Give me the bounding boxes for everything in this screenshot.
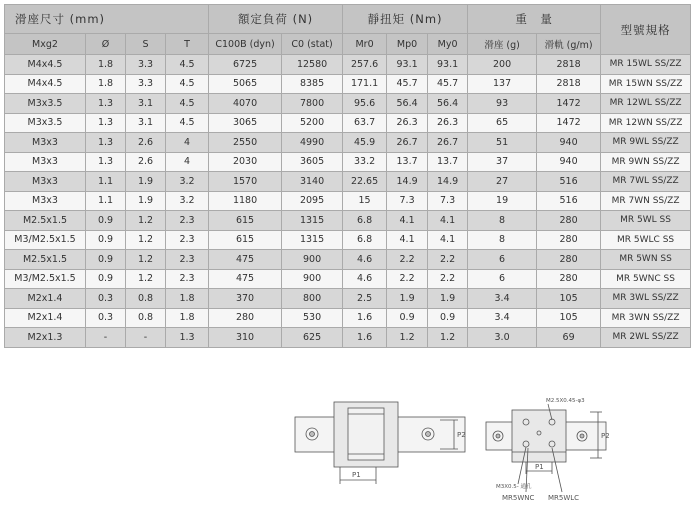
cell-static-load: 3140 bbox=[282, 172, 343, 192]
cell-hole-diameter: 1.3 bbox=[86, 133, 126, 153]
cell-model: MR 15WL SS/ZZ bbox=[601, 55, 691, 75]
cell-slider-weight: 51 bbox=[468, 133, 537, 153]
cell-dim-s: 3.1 bbox=[126, 113, 166, 133]
cell-dim-s: 1.2 bbox=[126, 211, 166, 231]
label-p2-left: P2 bbox=[457, 431, 466, 439]
spec-table bbox=[4, 4, 691, 348]
cell-dim-t: 4.5 bbox=[166, 113, 209, 133]
cell-static-load: 625 bbox=[282, 328, 343, 348]
cell-model: MR 12WN SS/ZZ bbox=[601, 113, 691, 133]
cell-dim-s: 1.9 bbox=[126, 191, 166, 211]
cell-moment-mp: 4.1 bbox=[387, 230, 428, 250]
cell-slider-weight: 19 bbox=[468, 191, 537, 211]
cell-dim-s: 3.1 bbox=[126, 94, 166, 114]
label-p1-left: P1 bbox=[352, 471, 361, 479]
table-row bbox=[5, 250, 691, 270]
cell-mounting-thread: M3x3 bbox=[5, 152, 86, 172]
cell-moment-my: 7.3 bbox=[428, 191, 468, 211]
cell-model: MR 9WL SS/ZZ bbox=[601, 133, 691, 153]
cell-dynamic-load: 6725 bbox=[209, 55, 282, 75]
cell-moment-mr: 4.6 bbox=[343, 250, 387, 270]
label-p2-right: P2 bbox=[601, 432, 610, 440]
cell-moment-mr: 171.1 bbox=[343, 74, 387, 94]
cell-moment-mr: 6.8 bbox=[343, 230, 387, 250]
cell-hole-diameter: 1.1 bbox=[86, 172, 126, 192]
cell-static-load: 900 bbox=[282, 250, 343, 270]
subheader-dim-t: T bbox=[166, 34, 209, 55]
cell-dynamic-load: 2550 bbox=[209, 133, 282, 153]
cell-dim-t: 4.5 bbox=[166, 55, 209, 75]
cell-static-load: 900 bbox=[282, 269, 343, 289]
rail-diagram bbox=[290, 392, 670, 512]
cell-moment-mr: 63.7 bbox=[343, 113, 387, 133]
cell-hole-diameter: 1.8 bbox=[86, 55, 126, 75]
cell-slider-weight: 137 bbox=[468, 74, 537, 94]
cell-moment-mr: 2.5 bbox=[343, 289, 387, 309]
slider-block-right bbox=[512, 410, 566, 462]
cell-model: MR 3WL SS/ZZ bbox=[601, 289, 691, 309]
cell-mounting-thread: M3/M2.5x1.5 bbox=[5, 269, 86, 289]
cell-rail-weight: 2818 bbox=[537, 74, 601, 94]
subheader-static-load: C0 (stat) bbox=[282, 34, 343, 55]
cell-model: MR 5WN SS bbox=[601, 250, 691, 270]
cell-moment-mp: 93.1 bbox=[387, 55, 428, 75]
cell-rail-weight: 105 bbox=[537, 289, 601, 309]
cell-slider-weight: 93 bbox=[468, 94, 537, 114]
cell-hole-diameter: 0.3 bbox=[86, 289, 126, 309]
table-row bbox=[5, 152, 691, 172]
cell-rail-weight: 280 bbox=[537, 269, 601, 289]
cell-rail-weight: 940 bbox=[537, 133, 601, 153]
table-row bbox=[5, 308, 691, 328]
cell-static-load: 3605 bbox=[282, 152, 343, 172]
cell-dynamic-load: 280 bbox=[209, 308, 282, 328]
cell-static-load: 800 bbox=[282, 289, 343, 309]
cell-mounting-thread: M3x3 bbox=[5, 172, 86, 192]
cell-moment-my: 26.7 bbox=[428, 133, 468, 153]
label-variant-lc: MR5WLC bbox=[548, 494, 580, 502]
table-row bbox=[5, 172, 691, 192]
cell-dynamic-load: 4070 bbox=[209, 94, 282, 114]
cell-static-load: 8385 bbox=[282, 74, 343, 94]
rail-hole-center bbox=[310, 432, 315, 437]
cell-model: MR 3WN SS/ZZ bbox=[601, 308, 691, 328]
cell-slider-weight: 37 bbox=[468, 152, 537, 172]
cell-slider-weight: 8 bbox=[468, 211, 537, 231]
cell-hole-diameter: 1.3 bbox=[86, 94, 126, 114]
cell-moment-my: 26.3 bbox=[428, 113, 468, 133]
cell-mounting-thread: M3x3.5 bbox=[5, 113, 86, 133]
cell-moment-mp: 26.7 bbox=[387, 133, 428, 153]
cell-slider-weight: 27 bbox=[468, 172, 537, 192]
cell-mounting-thread: M2.5x1.5 bbox=[5, 250, 86, 270]
cell-dim-t: 3.2 bbox=[166, 191, 209, 211]
slider-cap bbox=[348, 408, 384, 460]
cell-model: MR 5WL SS bbox=[601, 211, 691, 231]
cell-moment-mp: 4.1 bbox=[387, 211, 428, 231]
cell-rail-weight: 280 bbox=[537, 211, 601, 231]
subheader-rail-weight: 滑軌 (g/m) bbox=[537, 34, 601, 55]
table-row bbox=[5, 269, 691, 289]
cell-slider-weight: 200 bbox=[468, 55, 537, 75]
cell-moment-mr: 1.6 bbox=[343, 308, 387, 328]
table-row bbox=[5, 113, 691, 133]
cell-hole-diameter: - bbox=[86, 328, 126, 348]
label-callout-top: M2.5X0.45-φ3 bbox=[546, 398, 585, 404]
cell-rail-weight: 1472 bbox=[537, 94, 601, 114]
cell-model: MR 2WL SS/ZZ bbox=[601, 328, 691, 348]
cell-dynamic-load: 475 bbox=[209, 269, 282, 289]
cell-mounting-thread: M3x3.5 bbox=[5, 94, 86, 114]
cell-model: MR 7WL SS/ZZ bbox=[601, 172, 691, 192]
cell-mounting-thread: M4x4.5 bbox=[5, 74, 86, 94]
cell-dim-s: 3.3 bbox=[126, 74, 166, 94]
cell-rail-weight: 940 bbox=[537, 152, 601, 172]
subheader-hole-diameter: Ø bbox=[86, 34, 126, 55]
table-body bbox=[5, 55, 691, 348]
cell-mounting-thread: M2.5x1.5 bbox=[5, 211, 86, 231]
cell-dim-t: 2.3 bbox=[166, 250, 209, 270]
cell-static-load: 530 bbox=[282, 308, 343, 328]
header-dimensions: 滑座尺寸 (mm) bbox=[5, 5, 209, 34]
cell-dim-t: 3.2 bbox=[166, 172, 209, 192]
table-row bbox=[5, 55, 691, 75]
cell-dim-s: 1.2 bbox=[126, 250, 166, 270]
table-row bbox=[5, 94, 691, 114]
cell-moment-my: 2.2 bbox=[428, 269, 468, 289]
sub-header-row bbox=[5, 34, 691, 55]
cell-moment-my: 2.2 bbox=[428, 250, 468, 270]
cell-moment-mr: 95.6 bbox=[343, 94, 387, 114]
cell-model: MR 15WN SS/ZZ bbox=[601, 74, 691, 94]
cell-mounting-thread: M4x4.5 bbox=[5, 55, 86, 75]
cell-rail-weight: 105 bbox=[537, 308, 601, 328]
cell-dynamic-load: 2030 bbox=[209, 152, 282, 172]
subheader-slider-weight: 滑座 (g) bbox=[468, 34, 537, 55]
cell-dynamic-load: 5065 bbox=[209, 74, 282, 94]
cell-mounting-thread: M3x3 bbox=[5, 191, 86, 211]
subheader-mounting-thread: Mxg2 bbox=[5, 34, 86, 55]
cell-rail-weight: 2818 bbox=[537, 55, 601, 75]
cell-slider-weight: 3.4 bbox=[468, 308, 537, 328]
cell-dynamic-load: 310 bbox=[209, 328, 282, 348]
rail-hole-center bbox=[426, 432, 431, 437]
cell-moment-mr: 22.65 bbox=[343, 172, 387, 192]
table-row bbox=[5, 328, 691, 348]
cell-mounting-thread: M3/M2.5x1.5 bbox=[5, 230, 86, 250]
cell-dim-t: 1.3 bbox=[166, 328, 209, 348]
cell-hole-diameter: 1.8 bbox=[86, 74, 126, 94]
cell-rail-weight: 280 bbox=[537, 250, 601, 270]
cell-rail-weight: 516 bbox=[537, 191, 601, 211]
cell-static-load: 1315 bbox=[282, 230, 343, 250]
header-rated-load: 額定負荷 (N) bbox=[209, 5, 343, 34]
subheader-moment-mp: Mp0 bbox=[387, 34, 428, 55]
cell-model: MR 5WLC SS bbox=[601, 230, 691, 250]
table-row bbox=[5, 191, 691, 211]
cell-dim-s: 0.8 bbox=[126, 289, 166, 309]
cell-slider-weight: 3.0 bbox=[468, 328, 537, 348]
cell-moment-my: 1.9 bbox=[428, 289, 468, 309]
cell-mounting-thread: M3x3 bbox=[5, 133, 86, 153]
cell-hole-diameter: 0.9 bbox=[86, 211, 126, 231]
table-row bbox=[5, 133, 691, 153]
cell-static-load: 4990 bbox=[282, 133, 343, 153]
subheader-moment-mr: Mr0 bbox=[343, 34, 387, 55]
cell-dim-t: 1.8 bbox=[166, 289, 209, 309]
table-row bbox=[5, 211, 691, 231]
cell-moment-mr: 45.9 bbox=[343, 133, 387, 153]
subheader-dim-s: S bbox=[126, 34, 166, 55]
table-row bbox=[5, 74, 691, 94]
cell-moment-mr: 1.6 bbox=[343, 328, 387, 348]
cell-moment-mr: 15 bbox=[343, 191, 387, 211]
label-variant-nc: MR5WNC bbox=[502, 494, 535, 502]
cell-mounting-thread: M2x1.4 bbox=[5, 308, 86, 328]
cell-dynamic-load: 370 bbox=[209, 289, 282, 309]
cell-moment-mp: 13.7 bbox=[387, 152, 428, 172]
cell-moment-my: 56.4 bbox=[428, 94, 468, 114]
cell-moment-mr: 4.6 bbox=[343, 269, 387, 289]
cell-moment-mp: 0.9 bbox=[387, 308, 428, 328]
table-row bbox=[5, 230, 691, 250]
cell-moment-my: 93.1 bbox=[428, 55, 468, 75]
cell-dim-t: 4.5 bbox=[166, 74, 209, 94]
cell-hole-diameter: 0.9 bbox=[86, 250, 126, 270]
cell-dim-t: 2.3 bbox=[166, 230, 209, 250]
cell-dim-s: 1.2 bbox=[126, 230, 166, 250]
header-static-moment: 靜扭矩 (Nm) bbox=[343, 5, 468, 34]
cell-moment-mr: 257.6 bbox=[343, 55, 387, 75]
cell-dynamic-load: 1570 bbox=[209, 172, 282, 192]
cell-dynamic-load: 615 bbox=[209, 230, 282, 250]
cell-moment-my: 4.1 bbox=[428, 211, 468, 231]
cell-hole-diameter: 1.1 bbox=[86, 191, 126, 211]
cell-dim-s: 0.8 bbox=[126, 308, 166, 328]
cell-dynamic-load: 1180 bbox=[209, 191, 282, 211]
cell-dim-s: 2.6 bbox=[126, 133, 166, 153]
cell-slider-weight: 65 bbox=[468, 113, 537, 133]
cell-moment-my: 1.2 bbox=[428, 328, 468, 348]
table-row bbox=[5, 289, 691, 309]
cell-rail-weight: 69 bbox=[537, 328, 601, 348]
header-model: 型號規格 bbox=[601, 5, 691, 55]
cell-dim-s: 3.3 bbox=[126, 55, 166, 75]
cell-moment-mp: 2.2 bbox=[387, 250, 428, 270]
cell-rail-weight: 1472 bbox=[537, 113, 601, 133]
subheader-moment-my: My0 bbox=[428, 34, 468, 55]
cell-dim-t: 1.8 bbox=[166, 308, 209, 328]
cell-rail-weight: 516 bbox=[537, 172, 601, 192]
cell-dim-s: 1.9 bbox=[126, 172, 166, 192]
cell-moment-mr: 6.8 bbox=[343, 211, 387, 231]
cell-model: MR 5WNC SS bbox=[601, 269, 691, 289]
cell-model: MR 7WN SS/ZZ bbox=[601, 191, 691, 211]
cell-moment-my: 0.9 bbox=[428, 308, 468, 328]
cell-static-load: 12580 bbox=[282, 55, 343, 75]
cell-dynamic-load: 615 bbox=[209, 211, 282, 231]
cell-dim-s: 1.2 bbox=[126, 269, 166, 289]
cell-dim-s: 2.6 bbox=[126, 152, 166, 172]
cell-moment-mp: 2.2 bbox=[387, 269, 428, 289]
cell-moment-my: 4.1 bbox=[428, 230, 468, 250]
cell-dim-t: 4 bbox=[166, 152, 209, 172]
cell-hole-diameter: 1.3 bbox=[86, 152, 126, 172]
cell-static-load: 7800 bbox=[282, 94, 343, 114]
cell-static-load: 5200 bbox=[282, 113, 343, 133]
cell-slider-weight: 3.4 bbox=[468, 289, 537, 309]
cell-hole-diameter: 1.3 bbox=[86, 113, 126, 133]
cell-hole-diameter: 0.3 bbox=[86, 308, 126, 328]
cell-mounting-thread: M2x1.3 bbox=[5, 328, 86, 348]
cell-slider-weight: 8 bbox=[468, 230, 537, 250]
cell-hole-diameter: 0.9 bbox=[86, 269, 126, 289]
cell-dim-t: 4.5 bbox=[166, 94, 209, 114]
cell-dynamic-load: 475 bbox=[209, 250, 282, 270]
cell-moment-my: 13.7 bbox=[428, 152, 468, 172]
cell-dynamic-load: 3065 bbox=[209, 113, 282, 133]
top-view-drawing bbox=[295, 402, 465, 484]
cell-static-load: 2095 bbox=[282, 191, 343, 211]
cell-moment-mp: 1.9 bbox=[387, 289, 428, 309]
cell-rail-weight: 280 bbox=[537, 230, 601, 250]
cell-moment-mp: 14.9 bbox=[387, 172, 428, 192]
cell-moment-mr: 33.2 bbox=[343, 152, 387, 172]
rail-hole-center bbox=[496, 434, 500, 438]
end-view-drawing bbox=[486, 404, 606, 492]
cell-dim-t: 2.3 bbox=[166, 269, 209, 289]
cell-slider-weight: 6 bbox=[468, 250, 537, 270]
subheader-dynamic-load: C100B (dyn) bbox=[209, 34, 282, 55]
cell-static-load: 1315 bbox=[282, 211, 343, 231]
cell-moment-mp: 7.3 bbox=[387, 191, 428, 211]
header-weight: 重 量 bbox=[468, 5, 601, 34]
cell-moment-my: 14.9 bbox=[428, 172, 468, 192]
label-callout-bottom: M3X0.5- 通孔 bbox=[496, 484, 532, 490]
label-p1-right: P1 bbox=[535, 463, 544, 471]
cell-moment-my: 45.7 bbox=[428, 74, 468, 94]
cell-mounting-thread: M2x1.4 bbox=[5, 289, 86, 309]
cell-moment-mp: 26.3 bbox=[387, 113, 428, 133]
cell-dim-t: 2.3 bbox=[166, 211, 209, 231]
cell-hole-diameter: 0.9 bbox=[86, 230, 126, 250]
rail-hole-center bbox=[580, 434, 584, 438]
cell-dim-s: - bbox=[126, 328, 166, 348]
cell-model: MR 12WL SS/ZZ bbox=[601, 94, 691, 114]
cell-dim-t: 4 bbox=[166, 133, 209, 153]
cell-moment-mp: 45.7 bbox=[387, 74, 428, 94]
cell-moment-mp: 1.2 bbox=[387, 328, 428, 348]
cell-model: MR 9WN SS/ZZ bbox=[601, 152, 691, 172]
cell-moment-mp: 56.4 bbox=[387, 94, 428, 114]
cell-slider-weight: 6 bbox=[468, 269, 537, 289]
